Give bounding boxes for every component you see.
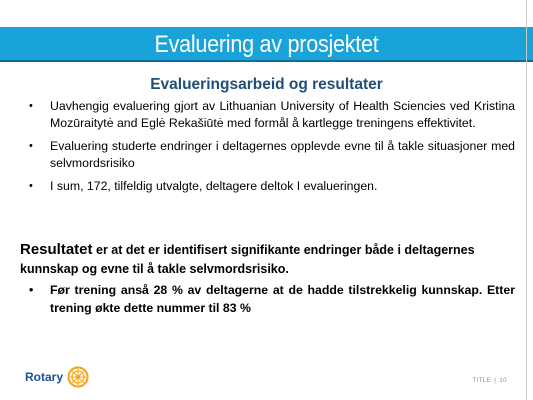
page-number: 10: [499, 378, 507, 384]
bullet-text: I sum, 172, tilfeldig utvalgte, deltagere deltok I evalueringen.: [50, 179, 378, 193]
footer-title: TITLE: [472, 378, 492, 384]
list-item: [20, 138, 515, 172]
bullet-icon: •: [29, 283, 34, 297]
rotary-wheel-icon: [67, 366, 89, 388]
results-lead: Resultatet: [20, 241, 93, 258]
footer: [472, 378, 507, 384]
rotary-logo: [25, 366, 89, 388]
list-item: [20, 281, 515, 317]
bullet-text: Uavhengig evaluering gjort av Lithuanian University of Health Sciencies ved Kristina Mozūraitytė and Eglė Rekašiūtė med formål å kartlegge treningens effektivitet.: [50, 99, 515, 130]
title-bar: [0, 27, 533, 62]
logo-wordmark: Rotary: [25, 370, 64, 384]
results-bullet-text: Før trening anså 28 % av deltagerne at de hadde tilstrekkelig kunnskap. Etter trening økte dette nummer til 83 %: [50, 283, 515, 315]
list-item: [20, 178, 515, 195]
bullet-icon: •: [29, 100, 33, 112]
results-bullet-list: [20, 281, 515, 317]
right-edge-divider: [526, 0, 527, 400]
results-text: er at det er identifisert signifikante endringer både i deltagernes kunnskap og evne til å takle selvmordsrisiko.: [20, 243, 475, 276]
bullet-icon: •: [29, 180, 33, 192]
list-item: [20, 98, 515, 132]
slide-title: Evaluering av prosjektet: [154, 30, 379, 58]
slide-subtitle: Evalueringsarbeid og resultater: [150, 76, 383, 93]
bullet-list: [20, 98, 515, 201]
bullet-icon: •: [29, 140, 33, 152]
bullet-text: Evaluering studerte endringer i deltagernes opplevde evne til å takle situasjoner med selvmordsrisiko: [50, 139, 515, 170]
footer-separator: |: [494, 378, 497, 384]
results-paragraph: [20, 240, 515, 279]
